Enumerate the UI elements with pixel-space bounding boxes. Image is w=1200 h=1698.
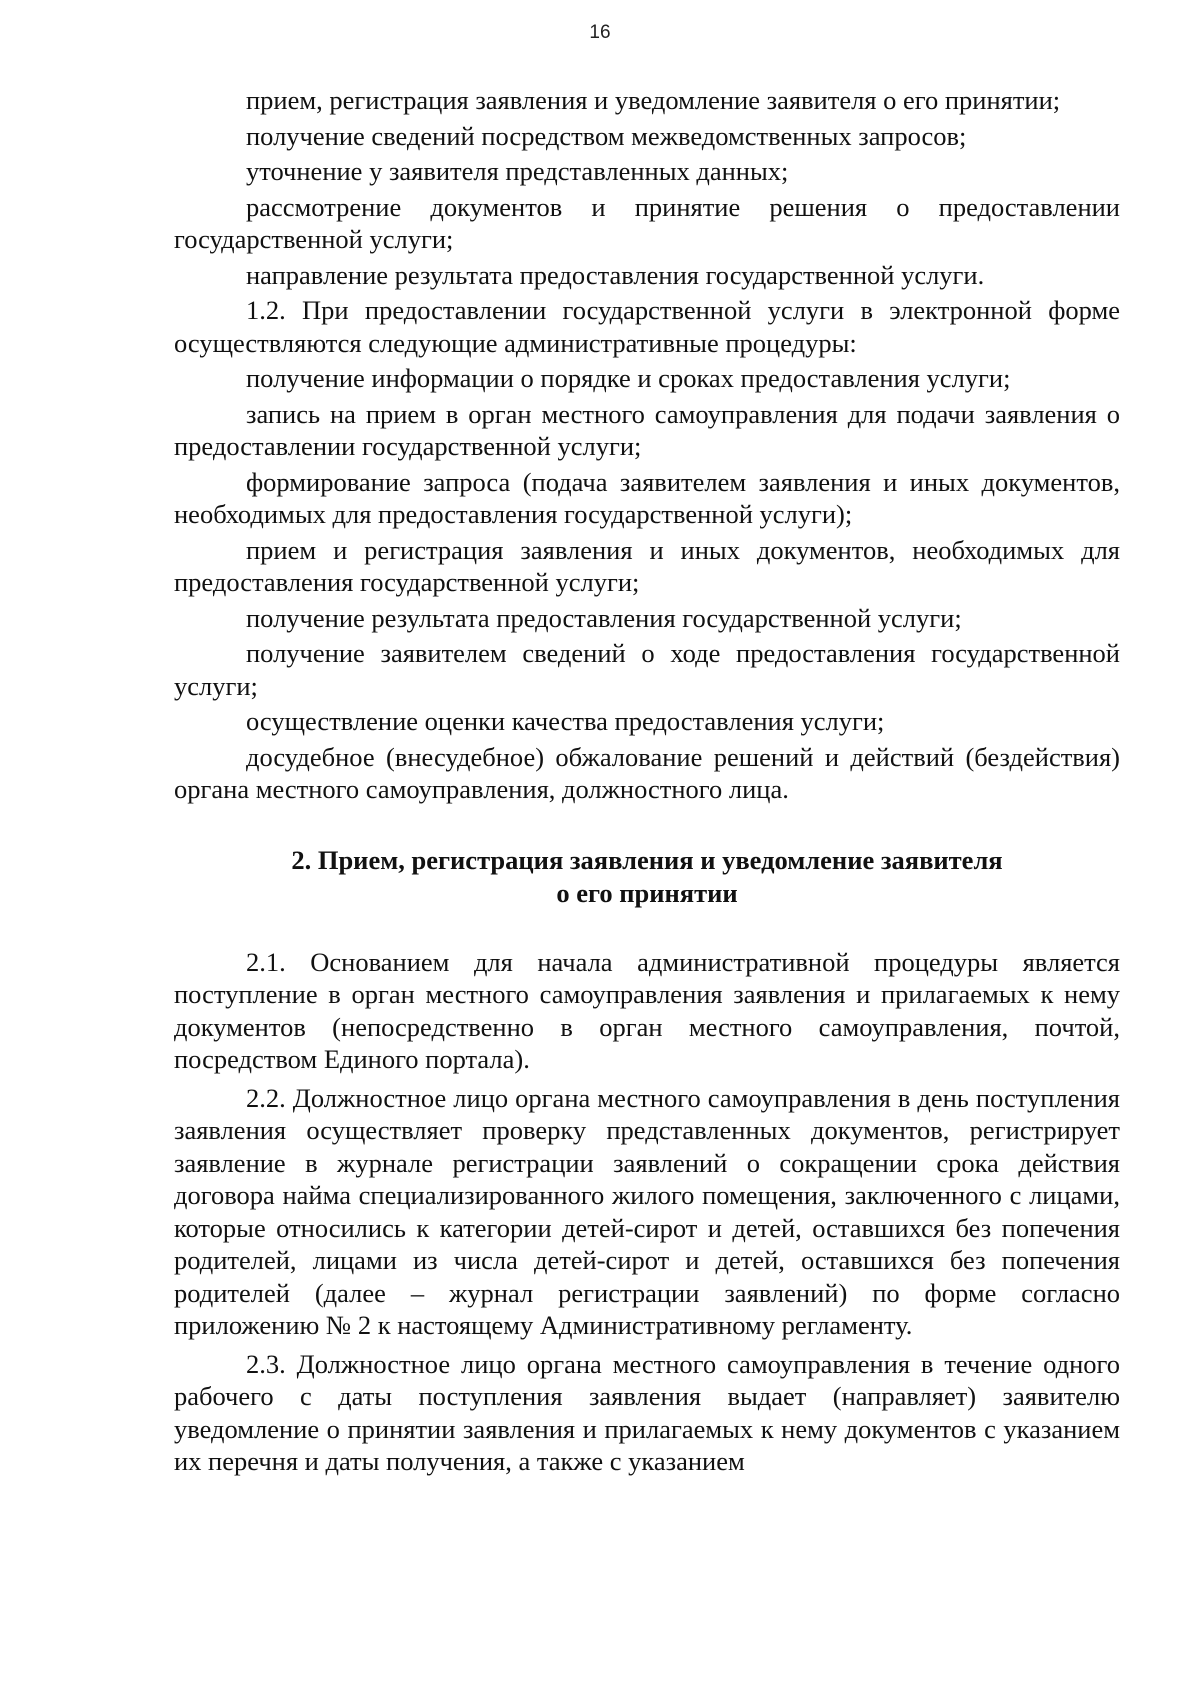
section-1-list bbox=[174, 84, 1120, 806]
section-2-heading bbox=[174, 844, 1120, 910]
paragraph: формирование запроса (подача заявителем заявления и иных документов, необходимых для предоставления государственной услуги); bbox=[174, 466, 1120, 529]
section-2-body bbox=[174, 946, 1120, 1478]
paragraph: досудебное (внесудебное) обжалование решений и действий (бездействия) органа местного самоуправления, должностного лица. bbox=[174, 741, 1120, 804]
paragraph: уточнение у заявителя представленных данных; bbox=[246, 156, 789, 186]
paragraph: получение заявителем сведений о ходе предоставления государственной услуги; bbox=[174, 638, 1120, 701]
paragraph: получение информации о порядке и сроках предоставления услуги; bbox=[246, 363, 1011, 393]
paragraph: получение результата предоставления государственной услуги; bbox=[246, 602, 962, 633]
page-number: 16 bbox=[589, 22, 611, 43]
paragraph: 2.1. Основанием для начала административной процедуры является поступление в орган местного самоуправления заявления и прилагаемых к нему документов (непосредственно в орган местного самоуправления, почтой, посредством Единого портала). bbox=[174, 946, 1120, 1074]
document-body bbox=[174, 84, 1120, 1484]
paragraph: направление результата предоставления государственной услуги. bbox=[246, 259, 985, 290]
paragraph: 1.2. При предоставлении государственной услуги в электронной форме осуществляются следующие административные процедуры: bbox=[174, 295, 1120, 358]
paragraph: 2.3. Должностное лицо органа местного самоуправления в течение одного рабочего с даты поступления заявления выдает (направляет) заявителю уведомление о принятии заявления и прилагаемых к нему документов с указанием их перечня и даты получения, а также с указанием bbox=[174, 1348, 1120, 1476]
paragraph: запись на прием в орган местного самоуправления для подачи заявления о предоставлении государственной услуги; bbox=[174, 398, 1120, 461]
section-2-heading-line-2: о его принятии bbox=[556, 877, 738, 908]
paragraph: прием, регистрация заявления и уведомление заявителя о его принятии; bbox=[246, 85, 1061, 115]
paragraph: рассмотрение документов и принятие решения о предоставлении государственной услуги; bbox=[174, 191, 1120, 254]
paragraph: прием и регистрация заявления и иных документов, необходимых для предоставления государственной услуги; bbox=[174, 534, 1120, 597]
paragraph: 2.2. Должностное лицо органа местного самоуправления в день поступления заявления осуществляет проверку представленных документов, регистрирует заявление в журнале регистрации заявлений о сокращении срока действия договора найма специализированного жилого помещения, заключенного с лицами, которые относились к категории детей-сирот и детей, оставшихся без попечения родителей, лицами из числа детей-сирот и детей, оставшихся без попечения родителей (далее – журнал регистрации заявлений) по форме согласно приложению № 2 к настоящему Административному регламенту. bbox=[174, 1082, 1120, 1340]
paragraph: получение сведений посредством межведомственных запросов; bbox=[246, 120, 967, 151]
paragraph: осуществление оценки качества предоставления услуги; bbox=[246, 706, 885, 736]
section-2-heading-line-1: 2. Прием, регистрация заявления и уведомление заявителя bbox=[291, 844, 1003, 875]
